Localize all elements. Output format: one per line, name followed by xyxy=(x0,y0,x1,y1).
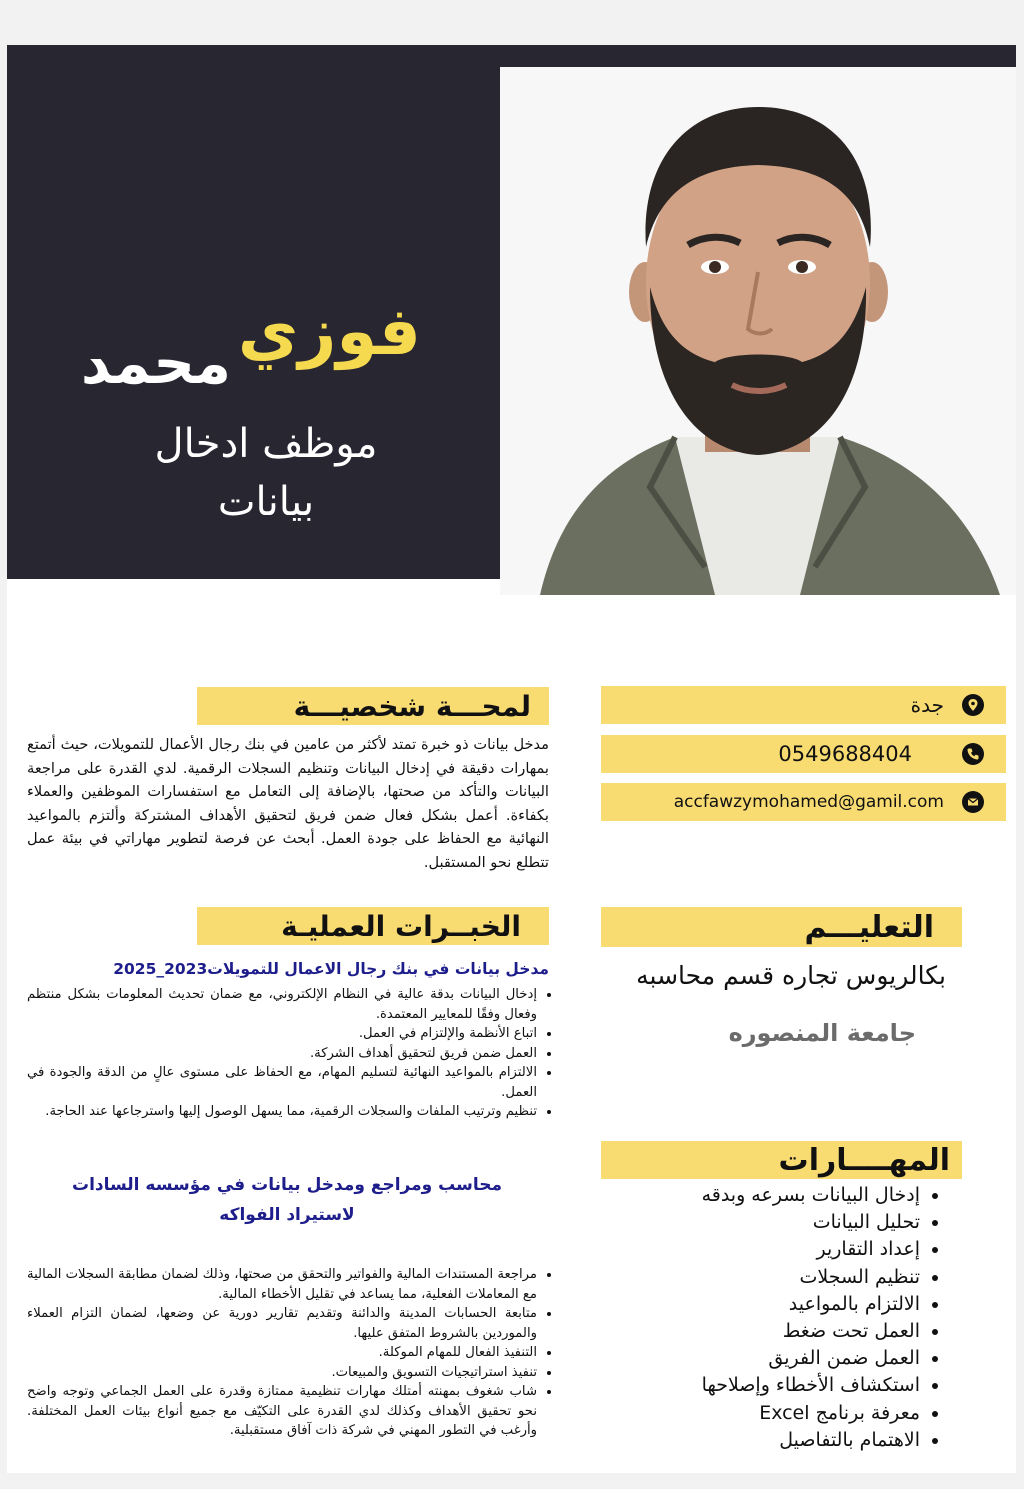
job2-duties xyxy=(27,1265,555,1441)
phone-icon xyxy=(962,743,984,765)
experience-section-header xyxy=(197,907,549,945)
profile-section-header xyxy=(197,687,549,725)
location-icon xyxy=(962,694,984,716)
job2-heading: محاسب ومراجع ومدخل بيانات في مؤسسه السادات لاستيراد الفواكه xyxy=(71,1175,502,1225)
contact-email-row xyxy=(601,783,1006,821)
education-title: التعليـــم xyxy=(804,909,934,945)
list-item: • الالتزام بالمواعيد النهائية لتسليم المهام، مع الحفاظ على مستوى عالٍ من الدقة والجودة في العمل. xyxy=(27,1063,537,1102)
job1-duties xyxy=(27,985,555,1122)
skills-section-header xyxy=(601,1141,962,1179)
contact-phone-row xyxy=(601,735,1006,773)
education-degree: بكالريوس تجاره قسم محاسبه xyxy=(636,961,946,990)
skill-item: • العمل تحت ضغط xyxy=(702,1318,920,1345)
skill-item: • إدخال البيانات بسرعه وبدقه xyxy=(702,1182,920,1209)
profile-photo xyxy=(500,67,1016,595)
profile-summary: مدخل بيانات ذو خبرة تمتد لأكثر من عامين في بنك رجال الأعمال للتمويلات، حيث أتمتع بمهارات دقيقة في إدخال البيانات وتنظيم السجلات الرقمية. لدي القدرة على مراجعة البيانات والتأكد من صحتها، بالإضافة إلى التعامل مع استفسارات الموظفين والعملاء بكفاءة. أعمل بشكل فعال ضمن فريق لتحقيق الأهداف المشتركة وألتزم بالمواعيد النهائية مع الحفاظ على جودة العمل. أبحث عن فرصة لتطوير مهاراتي في بيئة عمل تتطلع نحو المستقبل. xyxy=(27,736,549,871)
skill-item: • تنظيم السجلات xyxy=(702,1264,920,1291)
contact-phone[interactable]: 0549688404 xyxy=(778,742,912,766)
list-item: • شاب شغوف بمهنته أمتلك مهارات تنظيمية ممتازة وقدرة على العمل الجماعي وتوجه واضح نحو تحقيق الأهداف وكذلك لدي القدرة على التكيّف مع جميع أنواع بيئات العمل المختلفة. وأرغب في التطور المهني في شركة ذات آفاق مستقبلية. xyxy=(27,1382,537,1441)
list-item: • تنظيم وترتيب الملفات والسجلات الرقمية، مما يسهل الوصول إليها واسترجاعها عند الحاجة. xyxy=(27,1102,537,1122)
first-name: فوزي xyxy=(237,293,421,370)
education-section-header xyxy=(601,907,962,947)
skills-list xyxy=(702,1182,946,1454)
job1-heading: مدخل بيانات في بنك رجال الاعمال للتمويلات2023_2025 xyxy=(113,960,549,978)
list-item: • مراجعة المستندات المالية والفواتير والتحقق من صحتها، وذلك لضمان مطابقة السجلات المالية مع المعاملات الفعلية، مما يساعد في تقليل الأخطاء المالية. xyxy=(27,1265,537,1304)
job-title: موظف ادخال بيانات xyxy=(154,421,378,525)
skills-title: المهــــارات xyxy=(778,1142,950,1178)
contact-city-row xyxy=(601,686,1006,724)
skill-item: • إعداد التقارير xyxy=(702,1236,920,1263)
list-item: • اتباع الأنظمة والإلتزام في العمل. xyxy=(27,1024,537,1044)
resume-page xyxy=(7,45,1016,1473)
contact-city: جدة xyxy=(910,693,944,717)
contact-email[interactable]: accfawzymohamed@gamil.com xyxy=(673,792,944,812)
list-item: • تنفيذ استراتيجيات التسويق والمبيعات. xyxy=(27,1363,537,1383)
list-item: • إدخال البيانات بدقة عالية في النظام الإلكتروني، مع ضمان تحديث المعلومات بشكل منتظم وفعال وفقًا للمعايير المعتمدة. xyxy=(27,985,537,1024)
experience-title: الخبــرات العمليـة xyxy=(281,909,521,943)
list-item: • التنفيذ الفعال للمهام الموكلة. xyxy=(27,1343,537,1363)
skill-item: • استكشاف الأخطاء وإصلاحها xyxy=(702,1372,920,1399)
last-name: محمد xyxy=(80,329,231,397)
skill-item: • تحليل البيانات xyxy=(702,1209,920,1236)
skill-item: • الالتزام بالمواعيد xyxy=(702,1291,920,1318)
skill-item: • الاهتمام بالتفاصيل xyxy=(702,1427,920,1454)
email-icon xyxy=(962,791,984,813)
profile-title: لمحـــة شخصيـــة xyxy=(293,689,531,723)
education-university: جامعة المنصوره xyxy=(728,1019,916,1047)
skill-item: • العمل ضمن الفريق xyxy=(702,1345,920,1372)
list-item: • متابعة الحسابات المدينة والدائنة وتقديم تقارير دورية عن وضعها، لضمان التزام العملاء والموردين بالشروط المتفق عليها. xyxy=(27,1304,537,1343)
list-item: • العمل ضمن فريق لتحقيق أهداف الشركة. xyxy=(27,1044,537,1064)
skill-item: • معرفة برنامج Excel xyxy=(702,1400,920,1427)
